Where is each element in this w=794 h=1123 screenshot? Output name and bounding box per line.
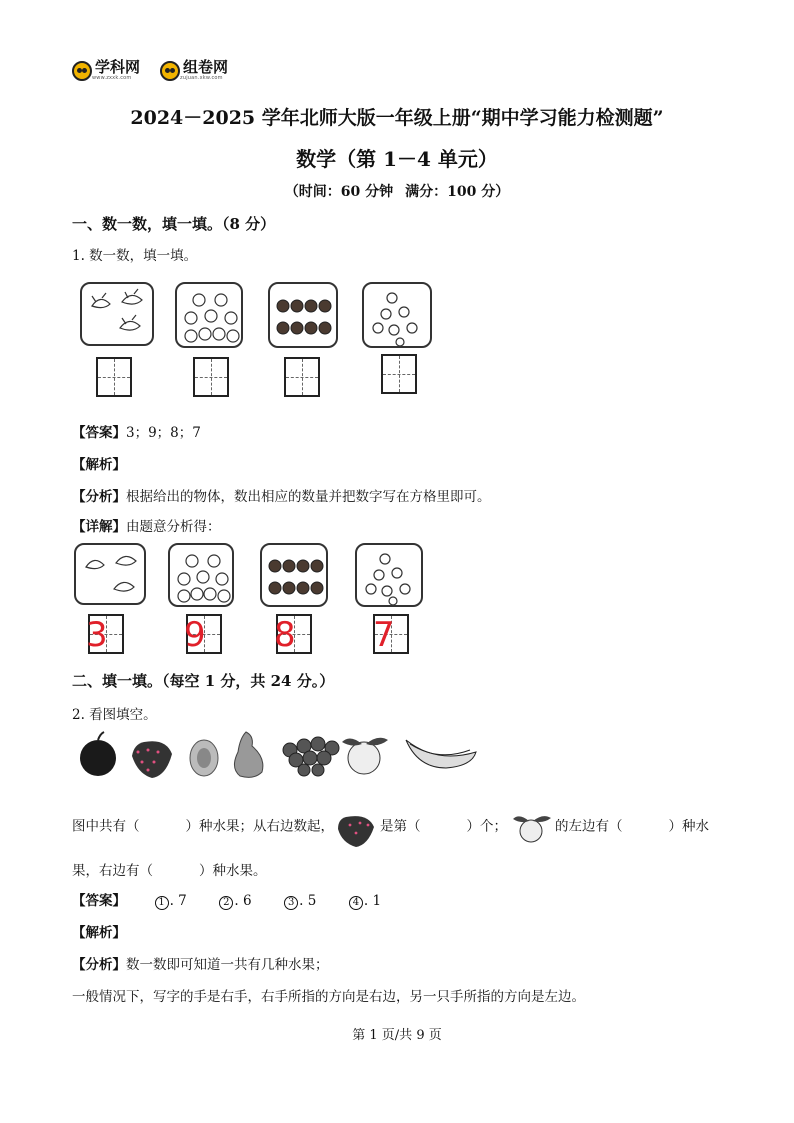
answer-circle-number: 1 [155,896,169,910]
q2-text-e: 的左边有（ [555,818,623,835]
answer-grid-1[interactable] [96,357,132,397]
solution-digit-1: 3 [86,615,108,655]
fenxi-line-2 [72,953,329,973]
solution-digit-2: 9 [184,615,206,655]
q2-text-c: 是第（ [380,818,421,835]
apple-icon [170,545,236,609]
bird-icon [76,545,148,607]
flower-icon [364,284,434,350]
fenxi-tag: 【分析】 [72,957,126,973]
detail-line [72,515,221,535]
strawberries-picture [268,282,338,348]
pear-icon [234,732,262,777]
page-subtitle: 数学（第 1－4 单元） [296,147,498,171]
answer-circle-number: 4 [349,896,363,910]
solution-digit-4: 7 [373,615,395,655]
answer-circle-number: 3 [284,896,298,910]
peach-icon [342,738,388,774]
section-1-heading: 一、数一数，填一填。（8 分） [72,215,276,233]
fenxi-text: 数一数即可知道一共有几种水果； [126,957,329,973]
question-2: 2. 看图填空。 [72,707,157,723]
explanation-line: 一般情况下，写字的手是右手，右手所指的方向是右边，另一只手所指的方向是左边。 [72,989,585,1005]
q2-text-b: ）种水果；从右边数起， [185,818,334,835]
section-2-heading: 二、填一填。（每空 1 分，共 24 分。） [72,672,335,690]
answer-line-2 [72,889,381,910]
answer-circle-number: 2 [219,896,233,910]
detail-tag: 【详解】 [72,519,126,535]
apple-icon [177,284,245,350]
answer-value: . 1 [363,893,382,909]
banana-icon [406,740,476,768]
full-score: 满分：100 分） [405,184,510,200]
analysis-tag: 【解析】 [72,925,126,941]
time-limit: （时间：60 分钟 [284,184,394,200]
fenxi-tag: 【分析】 [72,489,126,505]
fruit-row [76,728,486,780]
solution-digit-3: 8 [274,615,296,655]
strawberry-icon [336,813,378,841]
answer-tag: 【答案】 [72,425,126,441]
answer-value: . 5 [299,893,317,909]
owl-logo-icon [72,61,92,81]
bird-icon [82,284,156,348]
apples-picture [175,282,243,348]
answer-grid-2[interactable] [193,357,229,397]
answer-grid-3[interactable] [284,357,320,397]
question-2-line-2 [72,859,267,879]
peach-icon [509,811,553,843]
q2-text-g: 果，右边有（ [72,863,153,879]
kiwi-icon [190,740,218,776]
exam-info [0,181,794,201]
flowers-picture [362,282,432,348]
grapes-icon [283,737,339,776]
fenxi-line-1 [72,485,491,505]
answer-value: . 7 [169,893,187,909]
strawberry-icon [132,741,172,778]
question-1: 1. 数一数，填一填。 [72,248,198,264]
owl-logo-icon [160,61,180,81]
birds-picture [80,282,154,346]
q2-text-f: ）种水 [668,818,709,835]
xueke-logo: 学科网 www.zxxk.com [72,60,140,81]
answer-tag: 【答案】 [72,893,126,909]
strawberry-icon [270,284,340,350]
page-title: 2024－2025 学年北师大版一年级上册“期中学习能力检测题” [130,107,664,129]
q2-text-d: ）个； [466,818,507,835]
answer-value: . 6 [234,893,252,909]
answer-line-1 [72,421,201,441]
answer-text: 3；9；8；7 [126,425,201,441]
strawberry-icon [262,545,330,609]
strawberries-picture-solution [260,543,328,607]
apples-picture-solution [168,543,234,607]
answer-grid-4[interactable] [381,354,417,394]
apple-icon [80,732,116,776]
zujuan-logo: 组卷网 zujuan.xkw.com [160,60,228,81]
detail-text: 由题意分析得： [126,519,221,535]
fenxi-text: 根据给出的物体，数出相应的数量并把数字写在方格里即可。 [126,489,491,505]
question-2-line-1 [72,811,709,843]
page-footer: 第 1 页/共 9 页 [352,1028,442,1043]
flower-icon [357,545,425,609]
q2-text-a: 图中共有（ [72,818,140,835]
birds-picture-solution [74,543,146,605]
analysis-tag: 【解析】 [72,457,126,473]
flowers-picture-solution [355,543,423,607]
q2-text-h: ）种水果。 [199,863,267,879]
